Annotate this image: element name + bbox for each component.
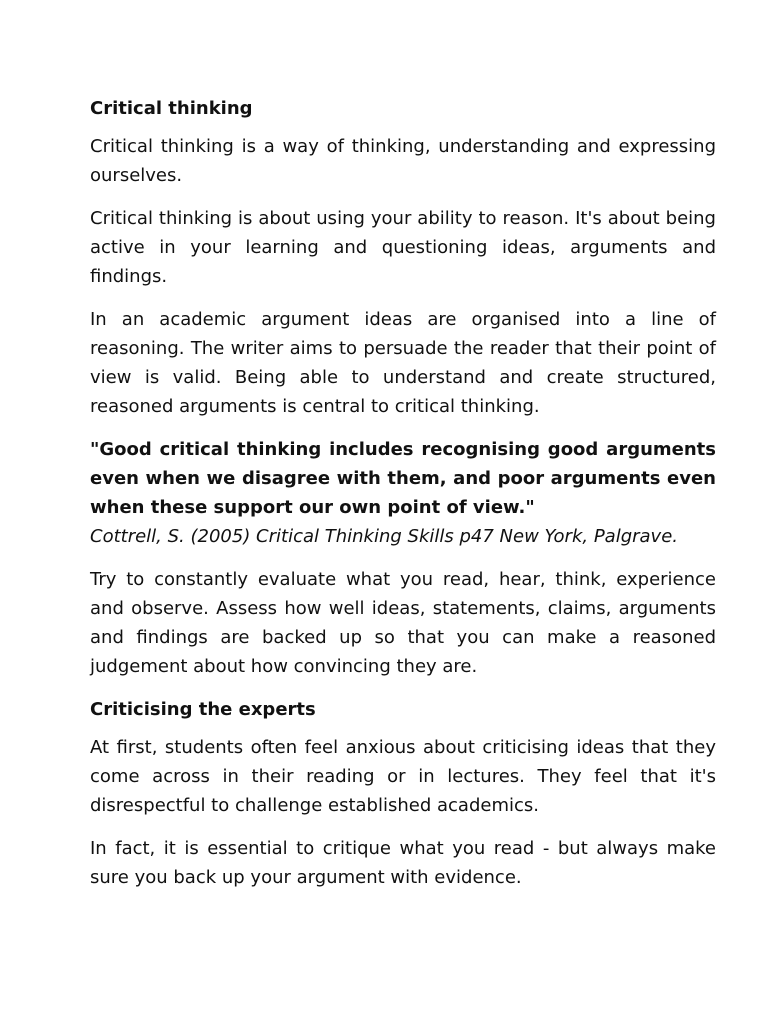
heading-criticising-experts: Criticising the experts <box>90 699 316 720</box>
paragraph-evaluate: Try to constantly evaluate what you read, hear, think, experience and observe. Assess how well ideas, statements, claims, arguments and findings are backed up so that you can make a reasoned judgement about how convincing they are. <box>90 569 716 677</box>
quote-text: "Good critical thinking includes recognising good arguments even when we disagree with them, and poor arguments even when these support our own point of view." <box>90 439 716 518</box>
paragraph-critique: In fact, it is essential to critique what you read - but always make sure you back up your argument with evidence. <box>90 838 716 888</box>
paragraph-academic-argument: In an academic argument ideas are organised into a line of reasoning. The writer aims to persuade the reader that their point of view is valid. Being able to understand and create structured, reasoned arguments is central to critical thinking. <box>90 309 716 417</box>
paragraph-reasoning: Critical thinking is about using your ability to reason. It's about being active in your learning and questioning ideas, arguments and findings. <box>90 208 716 287</box>
document-page <box>90 94 716 906</box>
heading-critical-thinking: Critical thinking <box>90 98 253 119</box>
paragraph-anxious: At first, students often feel anxious about criticising ideas that they come across in their reading or in lectures. They feel that it's disrespectful to challenge established academics. <box>90 737 716 816</box>
paragraph-definition: Critical thinking is a way of thinking, understanding and expressing ourselves. <box>90 136 716 186</box>
quote-block <box>90 435 716 551</box>
quote-citation: Cottrell, S. (2005) Critical Thinking Skills p47 New York, Palgrave. <box>90 526 679 547</box>
